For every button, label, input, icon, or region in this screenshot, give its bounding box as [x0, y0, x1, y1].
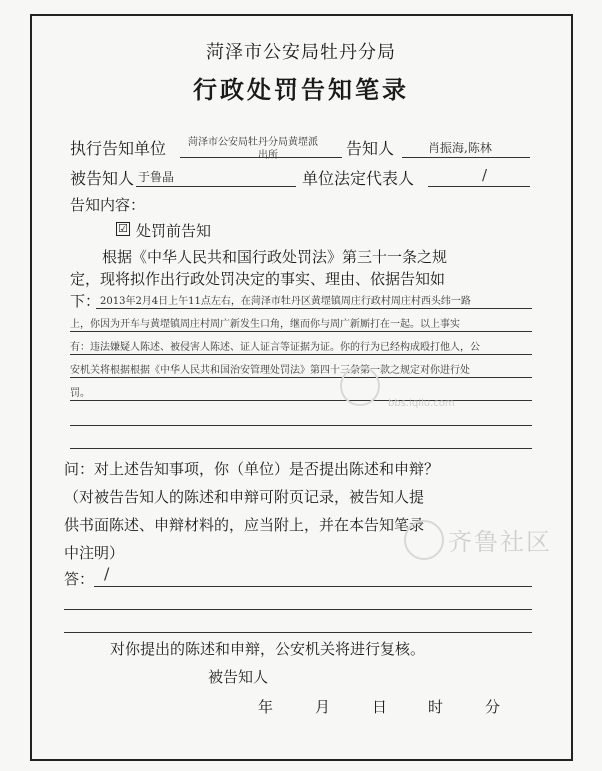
exec-unit-underline — [180, 157, 342, 158]
watermark-site-name: 齐鲁社区 — [448, 528, 552, 556]
notice-paragraph-line3-prefix: 下： — [70, 292, 101, 310]
party-underline — [136, 186, 296, 187]
answer-underline3 — [64, 632, 532, 633]
question-line4: 中注明） — [64, 544, 125, 562]
blank-line1 — [70, 425, 532, 426]
content-label: 告知内容： — [70, 196, 146, 214]
date-minute-label: 分 — [485, 698, 501, 716]
pre-penalty-option-label: 处罚前告知 — [136, 222, 212, 240]
facts-underline4 — [70, 377, 532, 378]
facts-line4: 安机关将根据根据《中华人民共和国治安管理处罚法》第四十三条第一款之规定对你进行处 — [70, 365, 470, 376]
exec-unit-value-line1: 菏泽市公安局牡丹分局黄堽派 — [188, 137, 318, 148]
date-year-label: 年 — [258, 698, 274, 716]
facts-line5: 罚。 — [70, 388, 90, 399]
facts-line1: 2013年2月4日上午11点左右，在菏泽市牡丹区黄堽镇周庄行政村周庄村西头纬一路 — [100, 296, 471, 307]
facts-line3: 有：违法嫌疑人陈述、被侵害人陈述、证人证言等证据为证。你的行为已经构成殴打他人，公 — [70, 342, 480, 353]
exec-unit-value-line2: 出所 — [258, 150, 278, 161]
facts-line2: 上，你因为开车与黄堽镇周庄村周广新发生口角，继而你与周广新厮打在一起。以上事实 — [70, 319, 460, 330]
informer-underline — [402, 157, 530, 158]
answer-label: 答： — [64, 570, 95, 588]
checkmark-icon: ☑ — [118, 222, 128, 235]
notice-paragraph-line2: 定，现将拟作出行政处罚决定的事实、理由、依据告知如 — [70, 270, 446, 288]
notice-paragraph-line1: 根据《中华人民共和国行政处罚法》第三十一条之规 — [102, 248, 448, 266]
facts-underline3 — [70, 354, 532, 355]
facts-underline2 — [70, 331, 532, 332]
question-line1: 问：对上述告知事项，你（单位）是否提出陈述和申辩？ — [64, 460, 440, 478]
blank-line2 — [70, 448, 532, 449]
facts-underline5 — [70, 400, 532, 401]
informer-value: 肖振海,陈林 — [428, 141, 492, 155]
watermark-logo-icon — [340, 366, 380, 406]
review-statement: 对你提出的陈述和申辩，公安机关将进行复核。 — [110, 640, 426, 658]
facts-underline1 — [96, 308, 532, 309]
answer-underline1 — [94, 586, 532, 587]
question-line2: （对被告告知人的陈述和申辩可附页记录，被告知人提 — [64, 488, 425, 506]
party-value: 于鲁晶 — [138, 170, 175, 184]
legal-rep-underline — [428, 186, 530, 187]
answer-value: / — [104, 564, 110, 583]
watermark-url: bbs.iqilu.com — [388, 398, 455, 409]
exec-unit-label: 执行告知单位 — [70, 139, 167, 158]
answer-underline2 — [64, 609, 532, 610]
bureau-name: 菏泽市公安局牡丹分局 — [206, 42, 396, 63]
date-day-label: 日 — [372, 698, 388, 716]
question-line3: 供书面陈述、申辩材料的，应当附上，并在本告知笔录 — [64, 516, 425, 534]
date-hour-label: 时 — [428, 698, 444, 716]
signer-label: 被告知人 — [208, 668, 269, 686]
legal-rep-value: / — [482, 166, 488, 184]
legal-rep-label: 单位法定代表人 — [302, 169, 415, 188]
informer-label: 告知人 — [346, 139, 395, 158]
party-label: 被告知人 — [70, 169, 135, 188]
checkbox-pre-penalty — [116, 222, 130, 236]
date-month-label: 月 — [315, 698, 331, 716]
watermark-logo-icon-2 — [404, 520, 444, 560]
document-title: 行政处罚告知笔录 — [193, 75, 409, 104]
